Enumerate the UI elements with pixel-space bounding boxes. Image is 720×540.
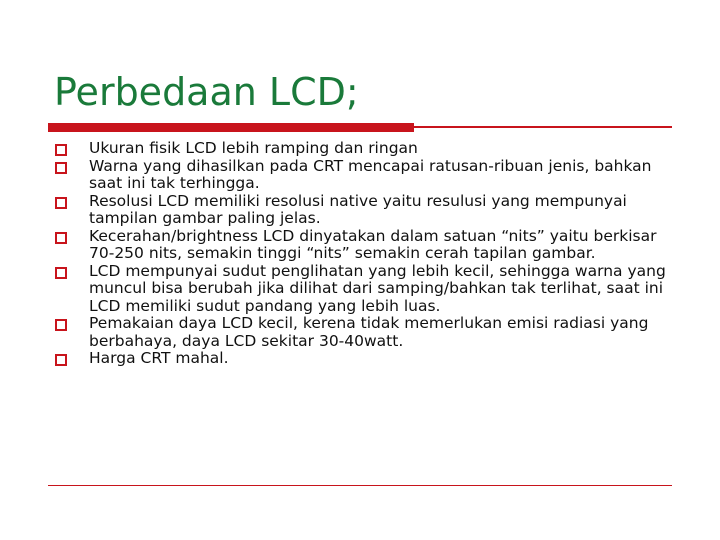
- bullet-item-7: [52, 350, 672, 368]
- bullet-text: Ukuran fisik LCD lebih ramping dan ringan: [89, 139, 418, 157]
- square-bullet-icon: [55, 162, 67, 174]
- square-bullet-icon: [55, 267, 67, 279]
- bullet-text: Pemakaian daya LCD kecil, kerena tidak memerlukan emisi radiasi yang berbahaya, daya LCD sekitar 30-40watt.: [89, 314, 649, 350]
- square-bullet-icon: [55, 354, 67, 366]
- slide-title: Perbedaan LCD;: [54, 70, 359, 114]
- bullet-text: Kecerahan/brightness LCD dinyatakan dalam satuan “nits” yaitu berkisar 70-250 nits, semakin tinggi “nits” semakin cerah tapilan gambar.: [89, 226, 657, 262]
- bullet-list: [52, 140, 672, 368]
- square-bullet-icon: [55, 197, 67, 209]
- bullet-item-1: [52, 140, 672, 158]
- square-bullet-icon: [55, 319, 67, 331]
- bullet-text: LCD mempunyai sudut penglihatan yang lebih kecil, sehingga warna yang muncul bisa berubah jika dilihat dari samping/bahkan tak terlihat, saat ini LCD memiliki sudut pandang yang lebih luas.: [89, 261, 666, 315]
- bullet-text: Resolusi LCD memiliki resolusi native yaitu resulusi yang mempunyai tampilan gambar paling jelas.: [89, 191, 627, 227]
- square-bullet-icon: [55, 144, 67, 156]
- bullet-item-3: [52, 193, 672, 228]
- bullet-item-5: [52, 263, 672, 316]
- title-underline-thin: [414, 126, 672, 128]
- square-bullet-icon: [55, 232, 67, 244]
- bullet-item-6: [52, 315, 672, 350]
- bullet-text: Harga CRT mahal.: [89, 349, 229, 367]
- bottom-divider: [48, 485, 672, 486]
- bullet-item-4: [52, 228, 672, 263]
- title-underline-thick: [48, 123, 414, 132]
- bullet-text: Warna yang dihasilkan pada CRT mencapai ratusan-ribuan jenis, bahkan saat ini tak terhingga.: [89, 156, 652, 192]
- bullet-item-2: [52, 158, 672, 193]
